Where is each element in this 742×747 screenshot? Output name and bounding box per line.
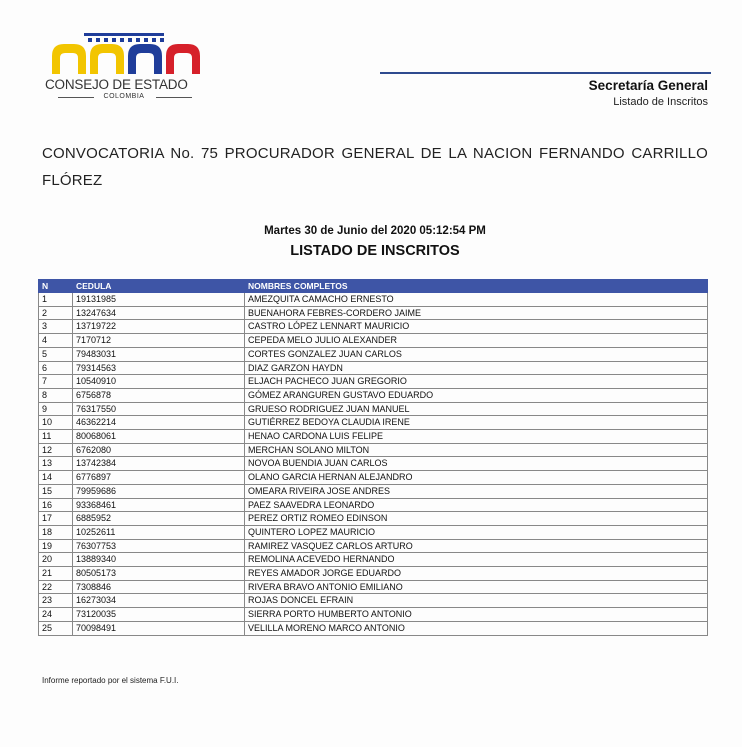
cedula-cell: 79959686 xyxy=(73,484,245,498)
cedula-cell: 6762080 xyxy=(73,443,245,457)
logo-subtitle: COLOMBIA xyxy=(103,93,145,100)
cedula-cell: 93368461 xyxy=(73,498,245,512)
nombre-cell: OLANO GARCIA HERNAN ALEJANDRO xyxy=(245,471,708,485)
row-number: 9 xyxy=(39,402,73,416)
cedula-cell: 6756878 xyxy=(73,388,245,402)
nombre-cell: RIVERA BRAVO ANTONIO EMILIANO xyxy=(245,580,708,594)
report-title: LISTADO DE INSCRITOS xyxy=(290,243,460,259)
cedula-cell: 13742384 xyxy=(73,457,245,471)
table-row xyxy=(39,621,708,635)
nombre-cell: GUTIÉRREZ BEDOYA CLAUDIA IRENE xyxy=(245,416,708,430)
nombre-cell: REYES AMADOR JORGE EDUARDO xyxy=(245,567,708,581)
nombre-cell: GÓMEZ ARANGUREN GUSTAVO EDUARDO xyxy=(245,388,708,402)
inscritos-table xyxy=(38,279,708,636)
row-number: 13 xyxy=(39,457,73,471)
column-header-nombres: NOMBRES COMPLETOS xyxy=(245,280,708,293)
table-row xyxy=(39,293,708,307)
nombre-cell: QUINTERO LOPEZ MAURICIO xyxy=(245,525,708,539)
nombre-cell: PEREZ ORTIZ ROMEO EDINSON xyxy=(245,512,708,526)
nombre-cell: NOVOA BUENDIA JUAN CARLOS xyxy=(245,457,708,471)
table-row xyxy=(39,361,708,375)
table-row xyxy=(39,539,708,553)
table-row xyxy=(39,306,708,320)
nombre-cell: CASTRO LÓPEZ LENNART MAURICIO xyxy=(245,320,708,334)
cedula-cell: 7170712 xyxy=(73,334,245,348)
table-row xyxy=(39,375,708,389)
cedula-cell: 13889340 xyxy=(73,553,245,567)
row-number: 19 xyxy=(39,539,73,553)
table-row xyxy=(39,347,708,361)
row-number: 10 xyxy=(39,416,73,430)
nombre-cell: GRUESO RODRIGUEZ JUAN MANUEL xyxy=(245,402,708,416)
nombre-cell: ELJACH PACHECO JUAN GREGORIO xyxy=(245,375,708,389)
table-row xyxy=(39,334,708,348)
table-row xyxy=(39,443,708,457)
cedula-cell: 70098491 xyxy=(73,621,245,635)
nombre-cell: VELILLA MORENO MARCO ANTONIO xyxy=(245,621,708,635)
row-number: 6 xyxy=(39,361,73,375)
report-date: Martes 30 de Junio del 2020 05:12:54 PM xyxy=(264,225,486,237)
nombre-cell: CORTES GONZALEZ JUAN CARLOS xyxy=(245,347,708,361)
row-number: 14 xyxy=(39,471,73,485)
nombre-cell: CEPEDA MELO JULIO ALEXANDER xyxy=(245,334,708,348)
nombre-cell: ROJAS DONCEL EFRAIN xyxy=(245,594,708,608)
table-row xyxy=(39,512,708,526)
nombre-cell: RAMIREZ VASQUEZ CARLOS ARTURO xyxy=(245,539,708,553)
building-emblem-icon xyxy=(44,32,208,78)
row-number: 2 xyxy=(39,306,73,320)
logo-divider-right xyxy=(156,97,192,98)
cedula-cell: 6885952 xyxy=(73,512,245,526)
table-row xyxy=(39,484,708,498)
row-number: 23 xyxy=(39,594,73,608)
cedula-cell: 13719722 xyxy=(73,320,245,334)
row-number: 15 xyxy=(39,484,73,498)
row-number: 22 xyxy=(39,580,73,594)
consejo-de-estado-logo xyxy=(44,32,208,102)
header-rule xyxy=(380,72,711,74)
table-row xyxy=(39,430,708,444)
cedula-cell: 46362214 xyxy=(73,416,245,430)
row-number: 7 xyxy=(39,375,73,389)
cedula-cell: 79314563 xyxy=(73,361,245,375)
row-number: 24 xyxy=(39,608,73,622)
table-row xyxy=(39,402,708,416)
table-row xyxy=(39,594,708,608)
table-row xyxy=(39,498,708,512)
cedula-cell: 7308846 xyxy=(73,580,245,594)
table-row xyxy=(39,567,708,581)
nombre-cell: REMOLINA ACEVEDO HERNANDO xyxy=(245,553,708,567)
nombre-cell: DIAZ GARZON HAYDN xyxy=(245,361,708,375)
table-body xyxy=(39,293,708,636)
nombre-cell: HENAO CARDONA LUIS FELIPE xyxy=(245,430,708,444)
convocatoria-title: CONVOCATORIA No. 75 PROCURADOR GENERAL DE LA NACION FERNANDO CARRILLO FLÓREZ xyxy=(42,145,708,189)
cedula-cell: 19131985 xyxy=(73,293,245,307)
table-row xyxy=(39,416,708,430)
cedula-cell: 80068061 xyxy=(73,430,245,444)
table-row xyxy=(39,553,708,567)
nombre-cell: SIERRA PORTO HUMBERTO ANTONIO xyxy=(245,608,708,622)
row-number: 3 xyxy=(39,320,73,334)
nombre-cell: OMEARA RIVEIRA JOSE ANDRES xyxy=(245,484,708,498)
table-row xyxy=(39,320,708,334)
logo-title: CONSEJO DE ESTADO xyxy=(45,77,188,92)
cedula-cell: 10252611 xyxy=(73,525,245,539)
header-title: Secretaría General xyxy=(588,78,708,93)
row-number: 16 xyxy=(39,498,73,512)
report-footer: Informe reportado por el sistema F.U.I. xyxy=(42,676,179,685)
table-row xyxy=(39,388,708,402)
cedula-cell: 76317550 xyxy=(73,402,245,416)
cedula-cell: 76307753 xyxy=(73,539,245,553)
row-number: 4 xyxy=(39,334,73,348)
table-row xyxy=(39,471,708,485)
row-number: 5 xyxy=(39,347,73,361)
row-number: 12 xyxy=(39,443,73,457)
row-number: 8 xyxy=(39,388,73,402)
row-number: 17 xyxy=(39,512,73,526)
cedula-cell: 10540910 xyxy=(73,375,245,389)
table-row xyxy=(39,457,708,471)
table-header-row xyxy=(39,280,708,293)
nombre-cell: AMEZQUITA CAMACHO ERNESTO xyxy=(245,293,708,307)
table-row xyxy=(39,608,708,622)
cedula-cell: 13247634 xyxy=(73,306,245,320)
cedula-cell: 73120035 xyxy=(73,608,245,622)
cedula-cell: 16273034 xyxy=(73,594,245,608)
row-number: 20 xyxy=(39,553,73,567)
header-subtitle: Listado de Inscritos xyxy=(613,96,708,108)
cedula-cell: 80505173 xyxy=(73,567,245,581)
nombre-cell: BUENAHORA FEBRES-CORDERO JAIME xyxy=(245,306,708,320)
cedula-cell: 6776897 xyxy=(73,471,245,485)
column-header-n: N xyxy=(39,280,73,293)
table-row xyxy=(39,525,708,539)
nombre-cell: MERCHAN SOLANO MILTON xyxy=(245,443,708,457)
table-row xyxy=(39,580,708,594)
cedula-cell: 79483031 xyxy=(73,347,245,361)
row-number: 25 xyxy=(39,621,73,635)
nombre-cell: PAEZ SAAVEDRA LEONARDO xyxy=(245,498,708,512)
row-number: 11 xyxy=(39,430,73,444)
row-number: 21 xyxy=(39,567,73,581)
column-header-cedula: CEDULA xyxy=(73,280,245,293)
row-number: 1 xyxy=(39,293,73,307)
row-number: 18 xyxy=(39,525,73,539)
